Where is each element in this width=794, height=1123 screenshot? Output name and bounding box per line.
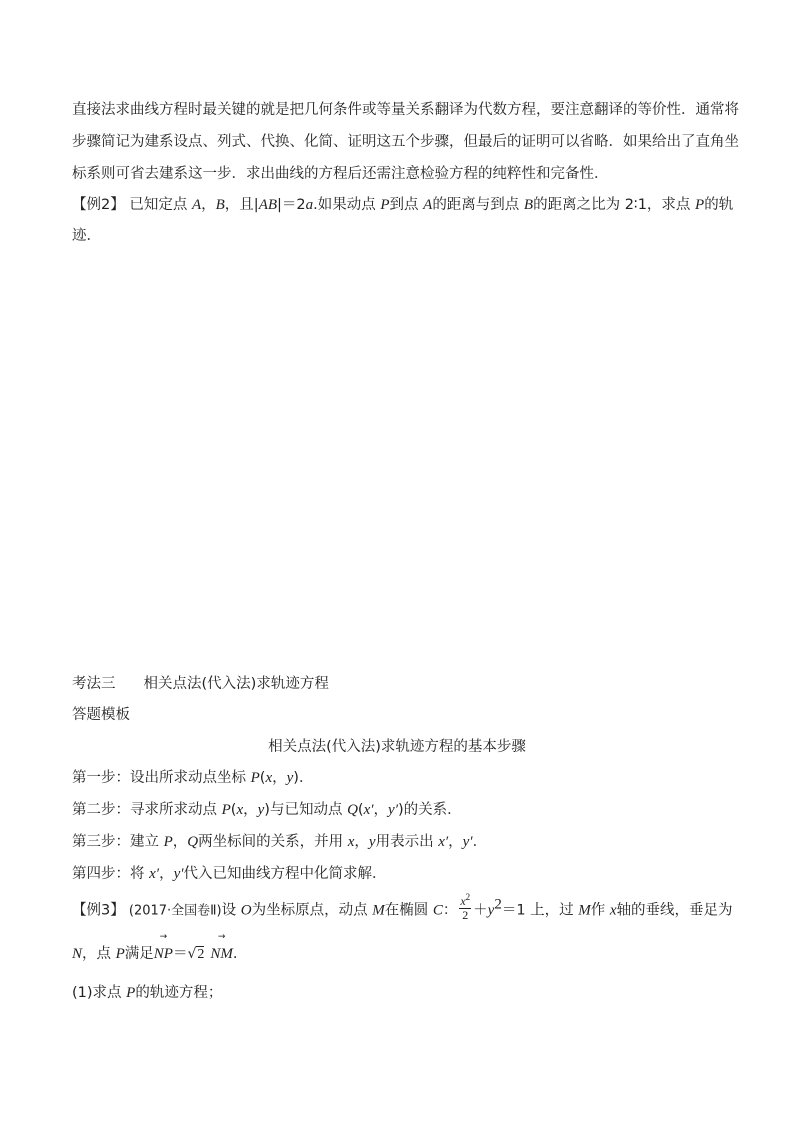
step-4: 第四步：将 x′，y′代入已知曲线方程中化简求解． (72, 866, 387, 882)
question-1: (1)求点 P的轨迹方程； (72, 985, 223, 1001)
vector-np: → NP (153, 932, 173, 962)
vector-arrow-icon: → (217, 932, 226, 942)
paragraph-line: 直接法求曲线方程时最关键的就是把几何条件或等量关系翻译为代数方程，要注意翻译的等价性．通常将 (72, 102, 739, 118)
example-tag: 【例3】 (72, 902, 125, 919)
section-title: 考法三 相关点法(代入法)求轨迹方程 (72, 676, 329, 692)
example-3-line-2: N，点 P满足 → NP＝√2 → NM. (72, 932, 238, 962)
paragraph-line: 步骤简记为建系设点、列式、代换、化简、证明这五个步骤，但最后的证明可以省略．如果给出了直角坐 (72, 134, 739, 150)
example-tag: 【例2】 (72, 197, 125, 213)
vector-arrow-icon: → (159, 932, 168, 942)
example-2-line-2: 迹． (72, 228, 101, 244)
step-2: 第二步：寻求所求动点 P(x，y)与已知动点 Q(x′，y′)的关系． (72, 802, 462, 818)
steps-heading: 相关点法(代入法)求轨迹方程的基本步骤 (268, 739, 526, 755)
vector-nm: → NM (210, 932, 233, 962)
fraction: $\frac{x^2}{2}$ (460, 892, 471, 922)
step-3: 第三步：建立 P，Q两坐标间的关系，并用 x，y用表示出 x′，y′． (72, 834, 488, 850)
template-label: 答题模板 (72, 707, 130, 723)
sqrt-icon: √ (187, 946, 197, 962)
example-2-line-1: 【例2】 已知定点 A，B，且|AB|＝2a.如果动点 P到点 A的距离与到点 B的距离之比为 2∶1，求点 P的轨 (72, 197, 734, 213)
step-1: 第一步：设出所求动点坐标 P(x，y)． (72, 770, 314, 786)
example-3-line-1: 【例3】 (2017·全国卷Ⅱ)设 O为坐标原点，动点 M在椭圆 C： $\frac{x^2}{2}$ $+y^2=1$ 上，过 M作 x轴的垂线，垂足为 (72, 892, 733, 922)
paragraph-line: 标系则可省去建系这一步．求出曲线的方程后还需注意检验方程的纯粹性和完备性． (72, 166, 609, 182)
